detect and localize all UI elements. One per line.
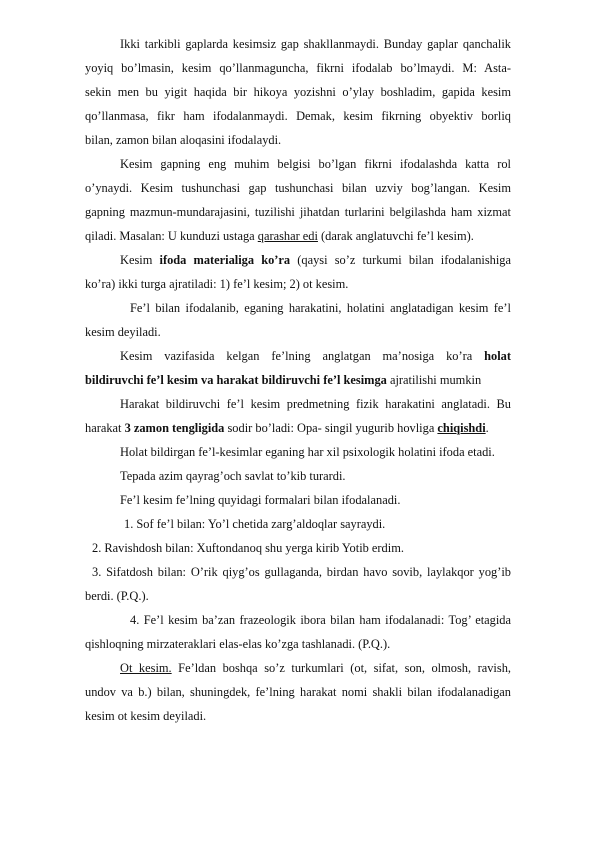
text-segment: sodir bo’ladi: Opa- singil yugurib hovliga bbox=[224, 421, 438, 435]
text-segment: holat bbox=[484, 349, 511, 363]
text-line bbox=[120, 395, 511, 414]
text-segment: harakat bbox=[85, 421, 125, 435]
text-segment: 3. Sifatdosh bilan: O’rik qiyg’os gullaganda, birdan havo sovib, laylakqor yog’ib bbox=[92, 565, 511, 579]
text-line bbox=[120, 659, 511, 678]
text-segment: qarashar edi bbox=[257, 229, 318, 243]
text-segment: ko’ra) ikki turga ajratiladi: 1) fe’l kesim; 2) ot kesim. bbox=[85, 277, 349, 291]
text-line bbox=[120, 251, 511, 270]
text-segment: ifoda materialiga ko’ra bbox=[159, 253, 291, 267]
text-segment: Kesim vazifasida kelgan fe’lning anglatgan ma’nosiga ko’ra bbox=[120, 349, 485, 363]
text-line bbox=[85, 227, 511, 246]
text-segment: (darak anglatuvchi fe’l kesim). bbox=[317, 229, 474, 243]
text-segment: o’ynaydi. Kesim tushunchasi gap tushunchasi bilan uzviy bog’langan. Kesim bbox=[85, 181, 511, 195]
text-segment: 3 zamon tengligida bbox=[124, 421, 225, 435]
text-line bbox=[120, 347, 511, 366]
text-segment: Ikki tarkibli gaplarda kesimsiz gap shakllanmaydi. Bunday gaplar qanchalik bbox=[120, 37, 511, 51]
text-segment: Fe’l kesim fe’lning quyidagi formalari bilan ifodalanadi. bbox=[120, 493, 401, 507]
text-line bbox=[120, 467, 511, 486]
text-segment: qishloqning mirzateraklari elas-elas ko’zga tashlanadi. (P.Q.). bbox=[85, 637, 391, 651]
text-segment: qo’llanmasa, fikr ham ifodalanmaydi. Demak, kesim fikrning obyektiv borliq bbox=[85, 109, 511, 123]
text-segment: 1. Sof fe’l bilan: Yo’l chetida zarg’aldoqlar sayraydi. bbox=[124, 517, 386, 531]
text-line bbox=[124, 515, 511, 534]
text-segment: qiladi. Masalan: U kunduzi ustaga bbox=[85, 229, 258, 243]
text-segment: Harakat bildiruvchi fe’l kesim predmetning fizik harakatini anglatadi. Bu bbox=[120, 397, 511, 411]
text-line bbox=[85, 203, 511, 222]
text-line bbox=[85, 275, 511, 294]
text-segment: 2. Ravishdosh bilan: Xuftondanoq shu yerga kirib Yotib erdim. bbox=[92, 541, 404, 555]
text-segment: kesim ot kesim deyiladi. bbox=[85, 709, 207, 723]
text-segment: ajratilishi mumkin bbox=[386, 373, 482, 387]
text-line bbox=[92, 539, 511, 558]
text-segment: bilan, zamon bilan aloqasini ifodalaydi. bbox=[85, 133, 282, 147]
text-segment: berdi. (P.Q.). bbox=[85, 589, 149, 603]
text-segment: Kesim gapning eng muhim belgisi bo’lgan fikrni ifodalashda katta rol bbox=[120, 157, 511, 171]
text-segment: yoyiq bo’lmasin, kesim qo’llanmaguncha, fikrni ifodalab bo’lmaydi. M: Asta- bbox=[85, 61, 511, 75]
text-line bbox=[85, 371, 511, 390]
text-segment: sekin men bu yigit haqida bir hikoya yozishni o’ylay boshladim, gapida kesim bbox=[85, 85, 511, 99]
text-segment: Kesim bbox=[120, 253, 160, 267]
text-segment: kesim deyiladi. bbox=[85, 325, 161, 339]
text-segment: (qaysi so’z turkumi bilan ifodalanishiga bbox=[290, 253, 511, 267]
text-segment: bildiruvchi fe’l kesim va harakat bildiruvchi fe’l kesimga bbox=[85, 373, 387, 387]
text-line bbox=[85, 683, 511, 702]
text-line bbox=[85, 707, 511, 726]
text-line bbox=[85, 323, 511, 342]
text-segment: gapning mazmun-mundarajasini, tuzilishi jihatdan turlarini belgilashda ham xizmat bbox=[85, 205, 511, 219]
text-line bbox=[85, 635, 511, 654]
text-line bbox=[85, 59, 511, 78]
text-line bbox=[130, 611, 511, 630]
text-line bbox=[85, 179, 511, 198]
text-segment: 4. Fe’l kesim ba’zan frazeologik ibora bilan ham ifodalanadi: Tog’ etagida bbox=[130, 613, 511, 627]
text-segment: Fe’l bilan ifodalanib, eganing harakatini, holatini anglatadigan kesim fe’l bbox=[130, 301, 511, 315]
text-line bbox=[85, 419, 511, 438]
text-line bbox=[85, 587, 511, 606]
text-segment: Ot kesim. bbox=[120, 661, 172, 675]
text-line bbox=[85, 107, 511, 126]
text-segment: . bbox=[485, 421, 489, 435]
text-segment: Holat bildirgan fe’l-kesimlar eganing har xil psixologik holatini ifoda etadi. bbox=[120, 445, 495, 459]
text-line bbox=[120, 35, 511, 54]
text-line bbox=[120, 491, 511, 510]
text-line bbox=[85, 131, 511, 150]
text-line bbox=[120, 443, 511, 462]
text-line bbox=[92, 563, 511, 582]
text-line bbox=[85, 83, 511, 102]
text-segment: undov va b.) bilan, shuningdek, fe’lning harakat nomi shakli bilan ifodalanadigan bbox=[85, 685, 511, 699]
text-line bbox=[120, 155, 511, 174]
text-segment: Fe’ldan boshqa so’z turkumlari (ot, sifat, son, olmosh, ravish, bbox=[171, 661, 511, 675]
text-segment: chiqishdi bbox=[437, 421, 486, 435]
text-line bbox=[130, 299, 511, 318]
text-segment: Tepada azim qayrag’och savlat to’kib turardi. bbox=[120, 469, 346, 483]
